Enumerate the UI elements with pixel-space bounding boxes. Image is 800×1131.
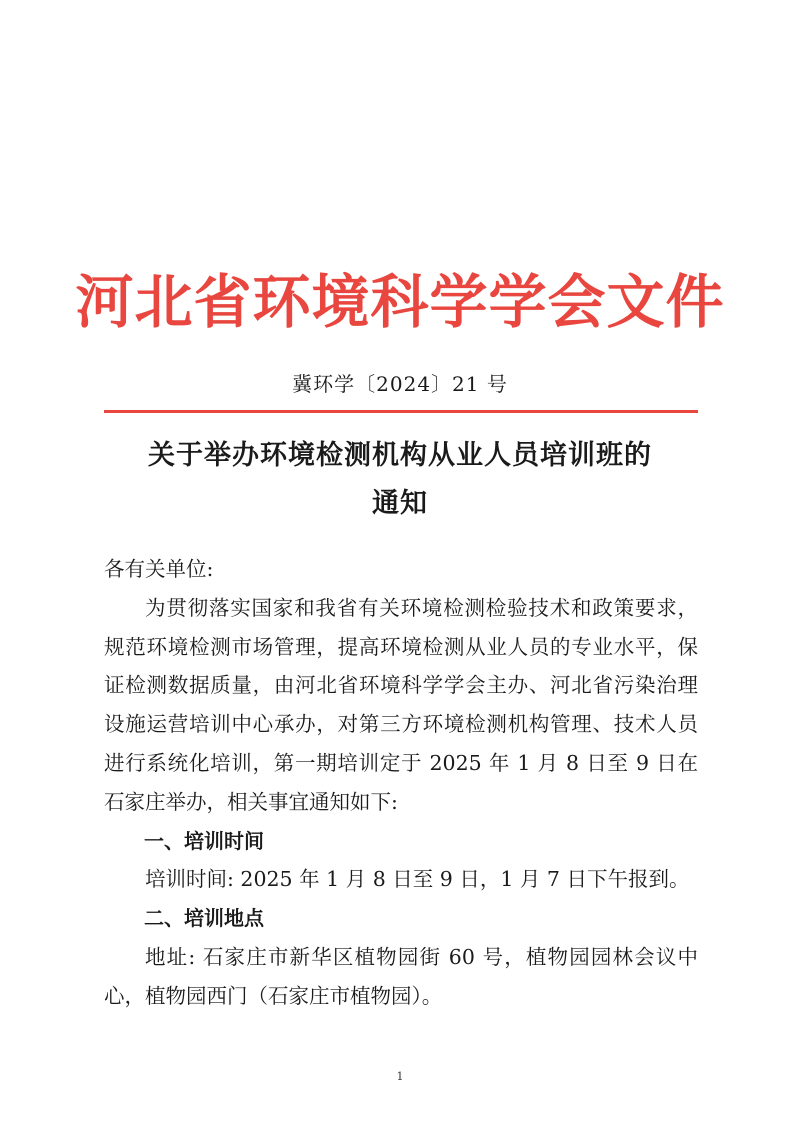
title-line-1: 关于举办环境检测机构从业人员培训班的 [148,440,652,471]
section-text-location: 地址: 石家庄市新华区植物园街 60 号，植物园园林会议中心，植物园西门（石家庄市植物园）。 [104,944,698,1008]
document-title [90,432,710,528]
page-number: 1 [396,1070,404,1083]
section-text-time: 培训时间: 2025 年 1 月 8 日至 9 日，1 月 7 日下午报到。 [145,867,690,892]
salutation: 各有关单位: [104,557,214,581]
issuer-masthead: 河北省环境科学学会文件 [75,268,725,336]
red-divider [104,410,698,413]
document-body [104,550,698,1016]
intro-paragraph: 为贯彻落实国家和我省有关环境检测检验技术和政策要求，规范环境检测市场管理，提高环境检测从业人员的专业水平，保证检测数据质量，由河北省环境科学学会主办、河北省污染治理设施运营培训中心承办，对第三方环境检测机构管理、技术人员进行系统化培训，第一期培训定于 2025 年 1 月 8 日至 9 日在石家庄举办，相关事宜通知如下: [104,595,698,814]
document-number: 冀环学〔2024〕21 号 [292,372,508,396]
title-line-2: 通知 [372,488,428,519]
section-heading-time: 一、培训时间 [144,828,264,853]
section-heading-location: 二、培训地点 [144,906,264,931]
